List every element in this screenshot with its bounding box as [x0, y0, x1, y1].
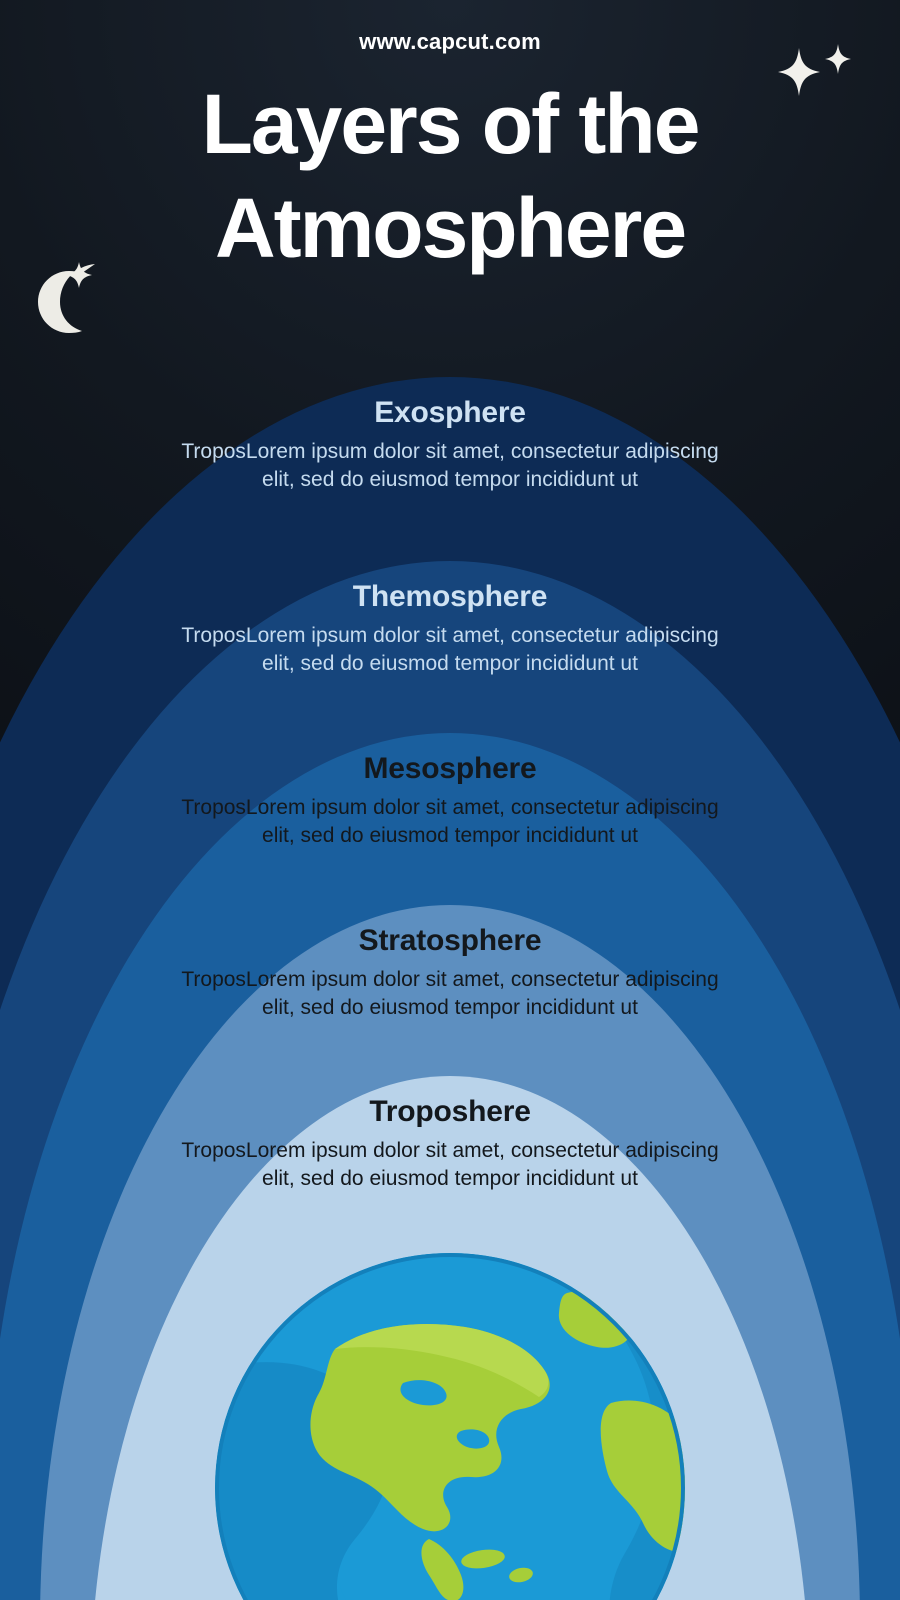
layer-description-troposphere: TroposLorem ipsum dolor sit amet, consectetur adipiscing elit, sed do eiusmod tempor incididunt ut [181, 1139, 719, 1190]
layer-title-stratosphere: Stratosphere [358, 924, 542, 957]
layer-description-stratosphere: TroposLorem ipsum dolor sit amet, consectetur adipiscing elit, sed do eiusmod tempor incididunt ut [181, 968, 719, 1019]
page-title-line-1: Layers of the [201, 77, 699, 171]
page-title-line-2: Atmosphere [214, 181, 686, 275]
layer-description-mesosphere: TroposLorem ipsum dolor sit amet, consectetur adipiscing elit, sed do eiusmod tempor incididunt ut [181, 796, 719, 847]
site-url: www.capcut.com [359, 29, 541, 54]
layer-troposphere [170, 1095, 730, 1193]
layer-title-thermosphere: Themosphere [352, 580, 548, 613]
layer-mesosphere [170, 752, 730, 850]
layer-title-mesosphere: Mesosphere [363, 752, 537, 785]
crescent-moon-icon [30, 258, 110, 338]
page-title [0, 72, 900, 280]
layer-exosphere [170, 396, 730, 494]
earth-globe-americas-icon [215, 1253, 685, 1600]
layer-description-thermosphere: TroposLorem ipsum dolor sit amet, consectetur adipiscing elit, sed do eiusmod tempor incididunt ut [181, 624, 719, 675]
layer-thermosphere [170, 580, 730, 678]
layer-stratosphere [170, 924, 730, 1022]
layer-title-troposphere: Troposhere [369, 1095, 531, 1128]
layer-title-exosphere: Exosphere [374, 396, 526, 429]
layer-description-exosphere: TroposLorem ipsum dolor sit amet, consectetur adipiscing elit, sed do eiusmod tempor incididunt ut [181, 440, 719, 491]
